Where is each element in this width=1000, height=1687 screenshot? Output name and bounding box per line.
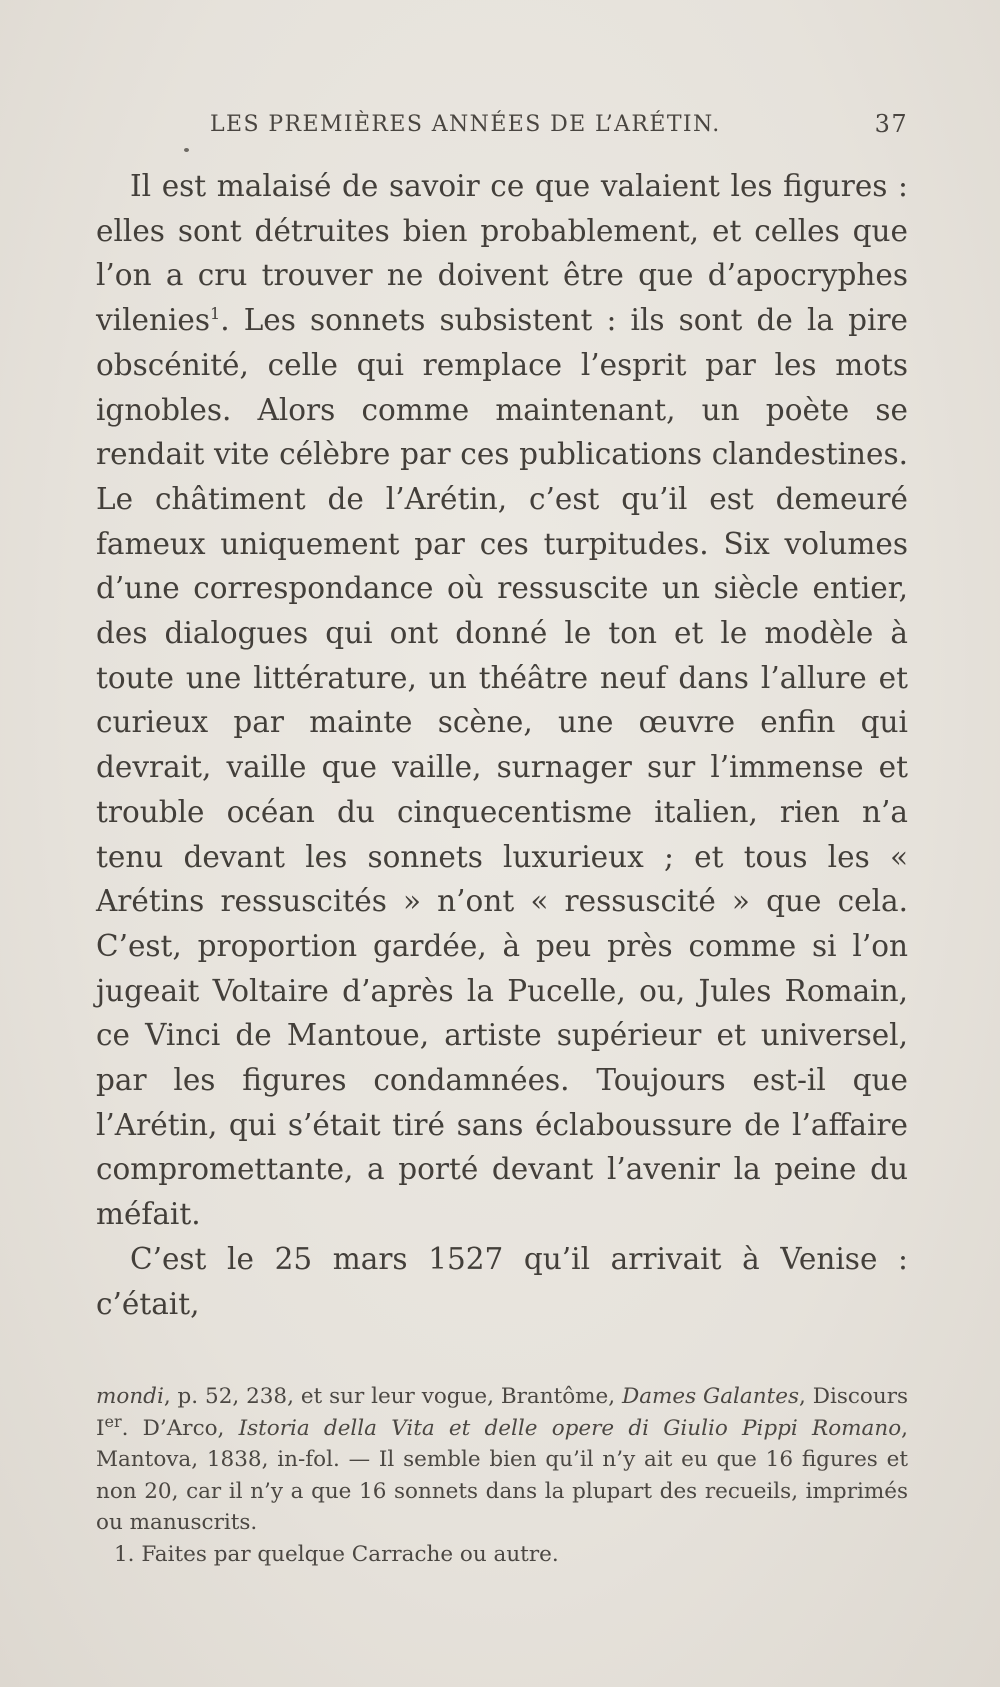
body-text [96, 164, 908, 1326]
footnote-ref-1: 1 [210, 304, 221, 324]
footnote-1: 1. Faites par quelque Carrache ou autre. [114, 1541, 559, 1567]
running-head [96, 104, 908, 144]
fn-text-3: . D’Arco, [121, 1415, 239, 1441]
paragraph-1-part-a: Il est malaisé de savoir ce que valaient les figures : elles sont détruites bien probablement, et celles que l’on a cru trouver ne doivent être que d’apocryphes vilenies [96, 169, 908, 338]
fn-sup: er [104, 1411, 122, 1431]
footnote-continuation [96, 1381, 908, 1539]
fn-text-4: , Mantova, 1838, in-fol. — Il semble bien qu’il n’y ait eu que 16 figures et non 20, car il n’y a que 16 sonnets dans la plupart des recueils, imprimés ou manuscrits. [96, 1415, 909, 1536]
ink-speck [184, 148, 189, 152]
paragraph-2: C’est le 25 mars 1527 qu’il arrivait à Venise : c’était, [96, 1241, 908, 1321]
paragraph-1 [96, 164, 908, 1237]
fn-italic-3: Istoria della Vita et delle opere di Giulio Pippi Romano [238, 1415, 902, 1441]
footnotes [96, 1381, 908, 1570]
fn-text-1: , p. 52, 238, et sur leur vogue, Brantôme, [163, 1384, 622, 1410]
fn-italic-1: mondi [96, 1384, 164, 1410]
fn-italic-2: Dames Galantes [621, 1384, 799, 1410]
running-title: LES PREMIÈRES ANNÉES DE L’ARÉTIN. [210, 112, 721, 137]
paragraph-1-part-b: . Les sonnets subsistent : ils sont de la pire obscénité, celle qui remplace l’esprit par les mots ignobles. Alors comme maintenant, un poète se rendait vite célèbre par ces publications clandestines. Le châtiment de l’Arétin, c’est qu’il est demeuré fameux uniquement par ces turpitudes. Six volumes d’une correspondance où ressuscite un siècle entier, des dialogues qui ont donné le ton et le modèle à toute une littérature, un théâtre neuf dans l’allure et curieux par mainte scène, une œuvre enfin qui devrait, vaille que vaille, surnager sur l’immense et trouble océan du cinquecentisme italien, rien n’a tenu devant les sonnets luxurieux ; et tous les « Arétins ressuscités » n’ont « ressuscité » que cela. C’est, proportion gardée, à peu près comme si l’on jugeait Voltaire d’après la Pucelle, ou, Jules Romain, ce Vinci de Mantoue, artiste supérieur et universel, par les figures condamnées. Toujours est-il que l’Arétin, qui s’était tiré sans éclaboussure de l’affaire compromettante, a porté devant l’avenir la peine du méfait. [96, 303, 908, 1232]
page-number: 37 [874, 110, 908, 138]
fn-text-2: , Discours I [96, 1384, 909, 1441]
